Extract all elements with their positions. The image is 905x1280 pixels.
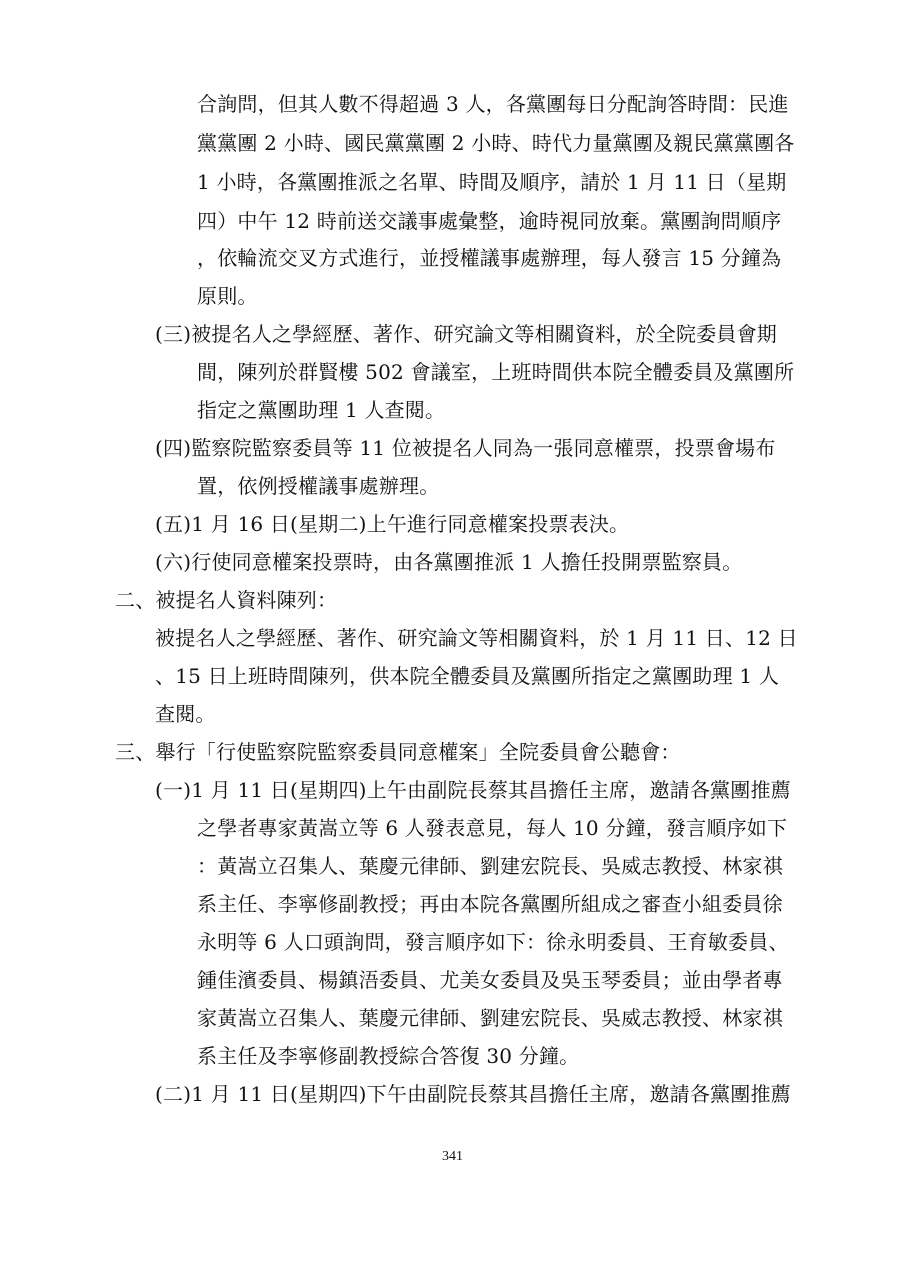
text-line: 置，依例授權議事處辦理。	[197, 474, 440, 498]
text-line: 永明等 6 人口頭詢問，發言順序如下：徐永明委員、王育敏委員、	[197, 930, 789, 954]
text-line: 1 小時，各黨團推派之名單、時間及順序，請於 1 月 11 日（星期	[197, 170, 787, 194]
text-line: (三)被提名人之學經歷、著作、研究論文等相關資料，於全院委員會期	[155, 322, 778, 346]
text-line: ：黃嵩立召集人、葉慶元律師、劉建宏院長、吳威志教授、林家祺	[197, 854, 783, 878]
text-line: (二)1 月 11 日(星期四)下午由副院長蔡其昌擔任主席，邀請各黨團推薦	[155, 1082, 791, 1106]
text-line: (一)1 月 11 日(星期四)上午由副院長蔡其昌擔任主席，邀請各黨團推薦	[155, 778, 791, 802]
text-line: (五)1 月 16 日(星期二)上午進行同意權案投票表決。	[155, 512, 630, 536]
text-line: (四)監察院監察委員等 11 位被提名人同為一張同意權票，投票會場布	[155, 436, 776, 460]
text-line: 系主任、李寧修副教授；再由本院各黨團所組成之審查小組委員徐	[197, 892, 783, 916]
text-line: 間，陳列於群賢樓 502 會議室，上班時間供本院全體委員及黨團所	[197, 360, 795, 384]
text-line: 家黃嵩立召集人、葉慶元律師、劉建宏院長、吳威志教授、林家祺	[197, 1006, 783, 1030]
section-heading: 二、被提名人資料陳列：	[115, 588, 338, 612]
text-line: 系主任及李寧修副教授綜合答復 30 分鐘。	[197, 1044, 580, 1068]
page-number: 341	[442, 1149, 463, 1164]
text-line: 指定之黨團助理 1 人查閱。	[197, 398, 446, 422]
text-line: 之學者專家黃嵩立等 6 人發表意見，每人 10 分鐘，發言順序如下	[197, 816, 788, 840]
text-line: 查閱。	[155, 702, 216, 726]
text-line: 原則。	[197, 284, 258, 308]
section-heading: 三、舉行「行使監察院監察委員同意權案」全院委員會公聽會：	[115, 740, 681, 764]
text-line: (六)行使同意權案投票時，由各黨團推派 1 人擔任投開票監察員。	[155, 550, 743, 574]
text-line: ，依輪流交叉方式進行，並授權議事處辦理，每人發言 15 分鐘為	[197, 246, 782, 270]
text-line: 鍾佳濱委員、楊鎮浯委員、尤美女委員及吳玉琴委員；並由學者專	[197, 968, 783, 992]
text-line: 四）中午 12 時前送交議事處彙整，逾時視同放棄。黨團詢問順序	[197, 209, 782, 233]
text-line: 被提名人之學經歷、著作、研究論文等相關資料，於 1 月 11 日、12 日	[155, 626, 798, 650]
text-line: 黨黨團 2 小時、國民黨黨團 2 小時、時代力量黨團及親民黨黨團各	[197, 131, 795, 155]
text-line: 合詢問，但其人數不得超過 3 人，各黨團每日分配詢答時間：民進	[197, 92, 789, 116]
text-line: 、15 日上班時間陳列，供本院全體委員及黨團所指定之黨團助理 1 人	[155, 664, 780, 688]
